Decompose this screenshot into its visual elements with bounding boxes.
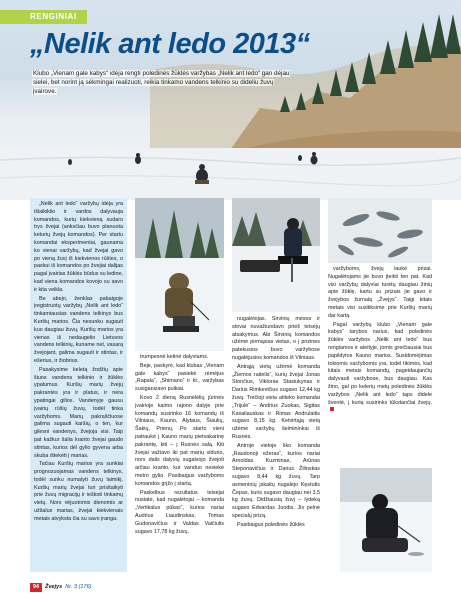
paragraph: Be abejo, ženklas pabaigoje įregistruotų varžybų „Nelik ant ledo“ tinkamiausias vandens telkinys bus Kuršių marios. Čia nesunku sugauti kuo daugiau žuvų. Kuršių marios yra vienas iš nedaugelio Lietuvos vandens telkinių, kuriame net, vasarą žvejojant, galima sugauti ir stintas, ir ešerius, ir žiobrius. [34,295,123,364]
intro-text: Klubo „Vienam gale kabys“ idėja rengti poledinės žūklės varžybas „Nelik ant ledo“ gan dėjau sielei, bet norint ją sėkmingai realizuoti, reikia tinkamo vandens telkinio su dideliu žuvų įvairove. [33,70,290,95]
page-number: 94 [30,583,42,592]
angler-sitting-illustration [135,198,224,351]
hero-photo [0,0,461,200]
photo-angler-drilling [232,198,320,312]
paragraph: Tačiau Kuršių marios yra sunkiai prognozuojamas vandens telkinys, todėl sunku numatyti žuvų laimikį. Kuršių marių žvejai turi prisitaikyti prie žuvų migracijų ir ieškoti tinkamų vietų. Nors vėjuotomis dienomis ar užšalus marias, žvejai kiekvienais metais atvyksta čia su savo įranga. [34,461,123,522]
article-column-3 [232,316,320,531]
paragraph-text: Pagal varžybų klubo „Vienam gale kabys“ tarybos narius, kad poledinės žūklės varžybos „Nelik ant ledo“ bus rengiamos ir ateityje, jomis greičiausiai bus papildytos Kauno marios. Susidomėjimas tokiomis varžybomis yra, todėl tikimės, kad kitais metais komandų, pageidaujančių dalyvauti varžybose, bus daugiau. Kas žino, gal po kelerių metų poledinės žūklės varžybos „Nelik ant ledo“ taps didele šventė, į kurią susirinks tūkstančiai žvejų. [328,321,432,406]
article-column-4 [328,266,432,416]
magazine-name: Žvejys [45,584,63,590]
paragraph: Pasibaigus poledinės žūklės [237,521,305,528]
page-footer [30,583,91,592]
paragraph [328,322,432,416]
fish-on-ice-illustration [328,198,432,263]
paragraph: Kovo 2 dieną Rusnėlėlių jūrinės įvairioje kaimo rajono dalyje prie komandų susirinko 16 komandų iš Vilniaus, Kauno, Alytaus, Šiaulių, Šakių, Prienų. Po starto vieni patraukė į Kauno marių pietvakarinę pakrantę, kiti – į Rusnės salą. Kiti žvejai važiavo iki pat marių vidurio, nors dalis dalyvių sugalvojo žvejoti arčiau kranto, kur vanduo nesiekė metro gylio. Pasibaigus varžyboms komandos grįžo į startą. [135,394,224,487]
photo-angler-sitting [135,198,224,351]
paragraph: Antroje vietoje liko komanda „Raudonoji ežeras“, kurios nariai Arnoldas Kuzminas, Arūnas Steponavičius ir Darius Žilinskas sugavo 8,44 kg žuvų. Tarp asmeninių įskaitų nugalėjo Kęstutis Čepas, kuris sugavo daugiau nei 3,5 kg žuvų. Didžiausią žuvį – lydeką sugavo Edvardas Juodis. Jis pelnė specialų prizą. [232,442,320,519]
intro-paragraph [32,69,292,96]
section-tag: RENGINIAI [0,10,87,24]
issue-label: Nr. 3 (176) [65,584,92,590]
paragraph: varžyboms, žvejų laukė prizai. Nugalėtojams jie buvo įteikti ten pat. Kad visi varžybų dalyviai turėtų daugiau žinių apie žūklę, kartu su prizais jie gavo ir žvejybos žurnalą „Žvejys“. Taigi kitais metais visi susitiksime prie Kuršių marių dar kartą. [328,266,432,319]
paragraph: Beje, paskyrė, kad klubas „Vienam gale kabys“ pasiekė rėmėjus „Rapala“, „Shimano“ ir kt., varžybas susiganizavo puikiai. [135,362,224,393]
paragraph: nugalėtojas. Sirvinių mėsos ir stovai nuvažiuodavo prieš teisėjų atsakymus. Abi Širvinių komandos užėmė pirmąsias vietas, o į prizines patekusios buvo varžybose nugalėjusios komandos iš Vilniaus. [232,316,320,361]
paragraph: Pasakysime keletą žodžių apie šiuos vandens telkinio ir žūklės ypatumus. Kuršių marių žvejų pakrantės yra ir platus, ir nėra ypatingai gilios. Vandenyje gausu įvairių rūšių žuvų, todėl tinka varžyboms. Marių pakraščiuose galima sugauti karšių, o ten, kur gilesni vandenys, žvejoja visi. Taip pat kažkur šalia kranto žvejai gaudo stintas, kurios dėl gylio gyvena arba skuba ištekėti į marias. [34,366,123,459]
article-column-2 [135,354,224,537]
paragraph: „Nelik ant ledo“ varžybų idėja yra išlaikiklio ir vardos dalyvauja komandos, kurių kiekvieną sudaro trys žvejai (anksčiau buvo planuota keturių žvejų komandos). Per startu komandai eksperimentai, gaunama ko vienai varžybų, kad žvejai gavo po vieną žuvį iš kiekvienos rūšies, o paskui iš komandos po žvejiai dalijas pagal įvairias žūklės būdus su ledine, kad viena komandos kovojo su savo ir kita veikla. [34,201,123,293]
photo-fish-catch [328,198,432,263]
paragraph: Antrąją vietą užėmė komanda „Žiemos raitelis“, kurių žvejai Jonas Stončius, Viktoras Stasiukynas ir Darius Rimkevičius sugavo 12,44 kg žuvų. Trečioji vieta atiteko komandai „Trijulė“ – Andrius Zuokas, Sigitas Kavaliauskas ir Rimas Andrulaitis sugavo 8,15 kg. Ketvirtąją vietą užėmė varžybų šeimininkai iš Rusnės. [232,363,320,440]
page-title: „Nelik ant ledo 2013“ [30,28,310,60]
end-of-article-mark [330,407,334,411]
article-column-1 [30,198,127,572]
paragraph: Paskelbus rezultatus teisėjai nustatė, kad nugalėtojai – komanda „Vertikalus pūkas“, kurios nariai Audrius Liaudinskas, Tomas Gudonavičius ir Valdas Vaičiulis sugavo 17,78 kg žuvų. [135,489,224,535]
angler-kneeling-illustration [340,468,432,572]
angler-drilling-illustration [232,198,320,312]
photo-angler-kneeling [340,468,432,572]
paragraph: trumpesnė ketinė dalyviams. [140,354,209,360]
